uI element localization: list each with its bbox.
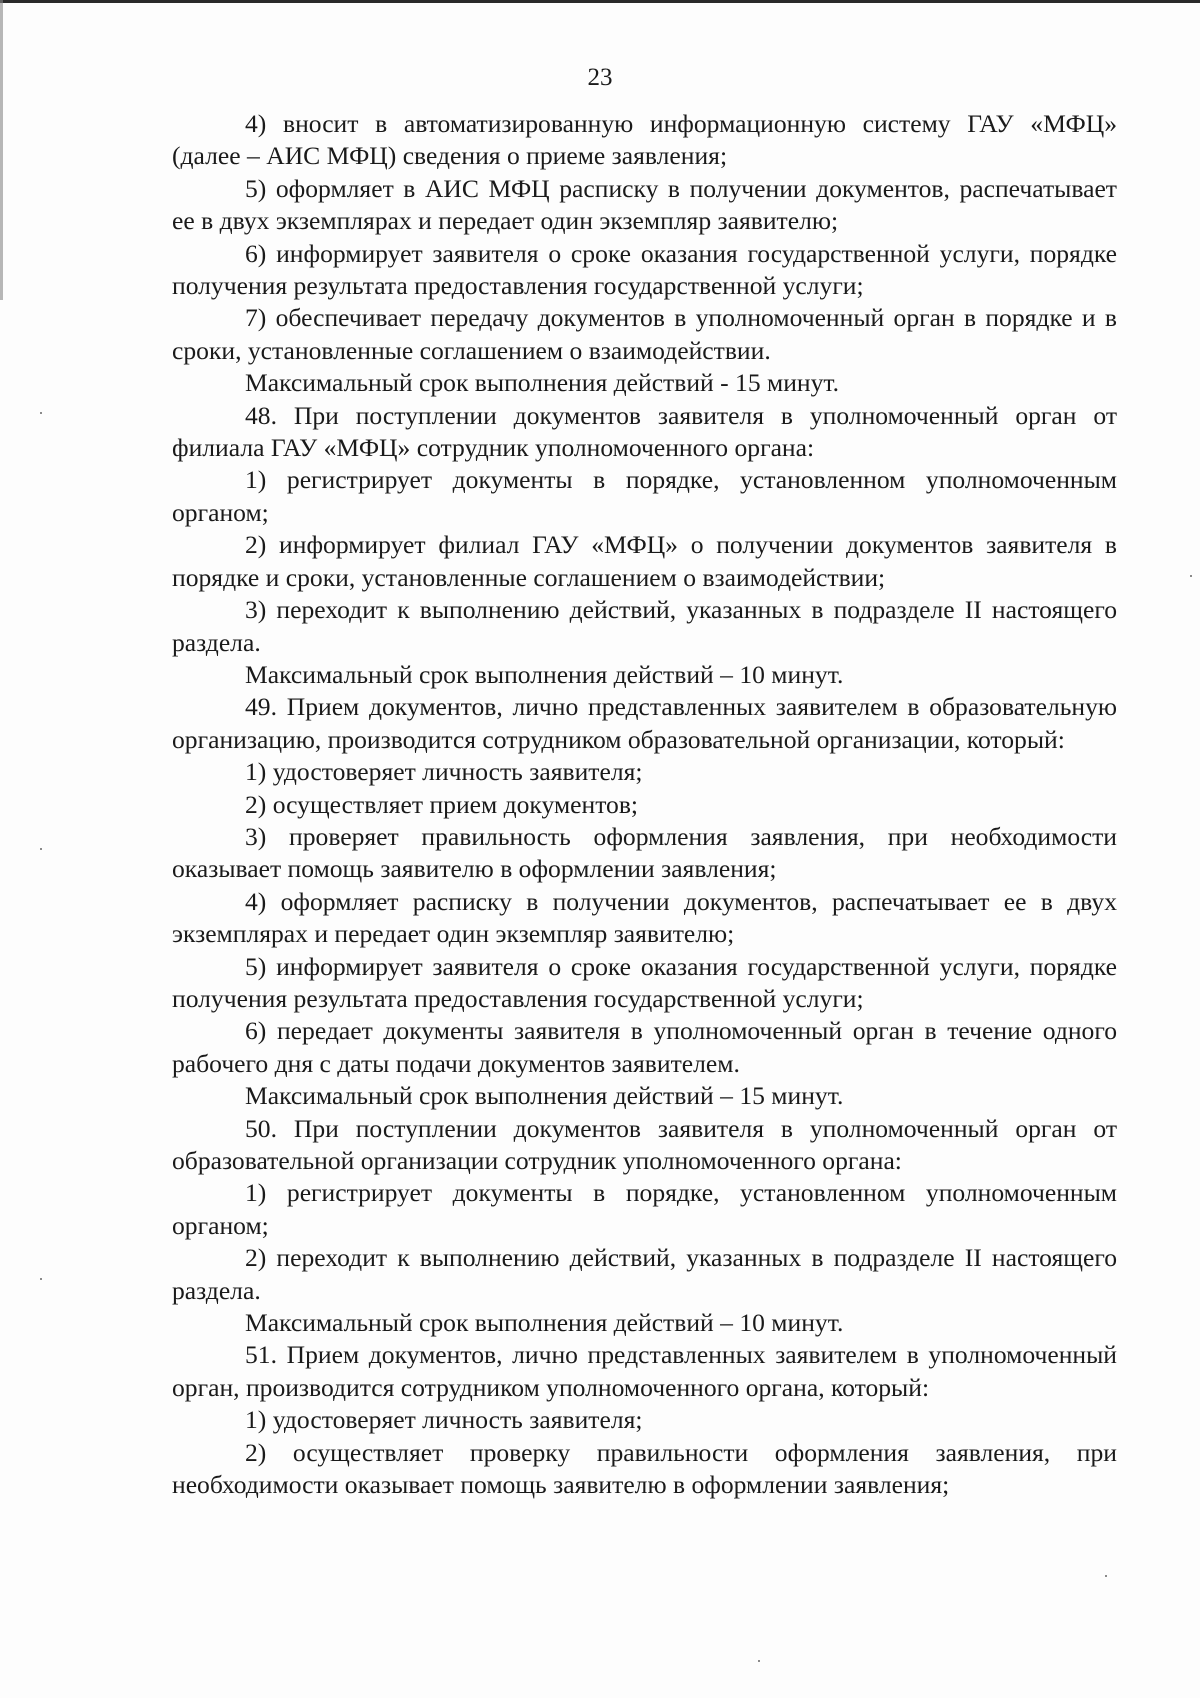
scan-speck: [40, 848, 42, 850]
paragraph: 2) переходит к выполнению действий, указанных в подразделе II настоящего раздела.: [172, 1243, 1117, 1305]
paragraph: 6) передает документы заявителя в уполномоченный орган в течение одного рабочего дня с даты подачи документов заявителем.: [172, 1016, 1117, 1078]
paragraph: 2) осуществляет проверку правильности оформления заявления, при необходимости оказывает помощь заявителю в оформлении заявления;: [172, 1437, 1117, 1500]
paragraph: 5) информирует заявителя о сроке оказания государственной услуги, порядке получения результата предоставления государственной услуги;: [172, 951, 1117, 1013]
paragraph: 4) оформляет расписку в получении документов, распечатывает ее в двух экземплярах и передает один экземпляр заявителю;: [172, 886, 1117, 949]
paragraph: 1) удостоверяет личность заявителя;: [245, 1405, 643, 1435]
paragraph: Максимальный срок выполнения действий - 15 минут.: [245, 368, 840, 398]
paragraph: 1) регистрирует документы в порядке, установленном уполномоченным органом;: [172, 1178, 1117, 1240]
paragraph: 2) информирует филиал ГАУ «МФЦ» о получении документов заявителя в порядке и сроки, установленные соглашением о взаимодействии;: [172, 530, 1117, 592]
scan-speck: [40, 412, 42, 414]
paragraph: Максимальный срок выполнения действий – 10 минут.: [245, 659, 844, 689]
page-number: 23: [587, 64, 613, 91]
paragraph: 1) регистрирует документы в порядке, установленном уполномоченным органом;: [172, 465, 1117, 527]
paragraph: 50. При поступлении документов заявителя в уполномоченный орган от образовательной организации сотрудник уполномоченного органа:: [172, 1113, 1117, 1175]
scan-left-edge: [0, 0, 3, 300]
paragraph: 1) удостоверяет личность заявителя;: [245, 757, 643, 787]
paragraph: 3) переходит к выполнению действий, указанных в подразделе II настоящего раздела.: [172, 595, 1117, 657]
paragraph: 4) вносит в автоматизированную информационную систему ГАУ «МФЦ» (далее – АИС МФЦ) сведения о приеме заявления;: [172, 109, 1117, 171]
scan-top-edge: [0, 0, 1200, 3]
paragraph: 3) проверяет правильность оформления заявления, при необходимости оказывает помощь заявителю в оформлении заявления;: [172, 821, 1117, 884]
paragraph: 5) оформляет в АИС МФЦ расписку в получении документов, распечатывает ее в двух экземплярах и передает один экземпляр заявителю;: [172, 173, 1117, 236]
scan-speck: [758, 1660, 760, 1662]
paragraph: Максимальный срок выполнения действий – 15 минут.: [245, 1081, 844, 1111]
document-body: [172, 108, 1117, 1501]
paragraph: 48. При поступлении документов заявителя в уполномоченный орган от филиала ГАУ «МФЦ» сотрудник уполномоченного органа:: [172, 400, 1117, 463]
paragraph: 49. Прием документов, лично представленных заявителем в образовательную организацию, производится сотрудником образовательной организации, который:: [172, 692, 1117, 754]
paragraph: 51. Прием документов, лично представленных заявителем в уполномоченный орган, производится сотрудником уполномоченного органа, который:: [172, 1340, 1117, 1402]
paragraph: 2) осуществляет прием документов;: [245, 789, 639, 819]
paragraph: 7) обеспечивает передачу документов в уполномоченный орган в порядке и в сроки, установленные соглашением о взаимодействии.: [172, 303, 1117, 365]
scan-speck: [40, 1278, 42, 1280]
paragraph: Максимальный срок выполнения действий – 10 минут.: [245, 1308, 844, 1338]
scan-speck: [1190, 575, 1192, 577]
paragraph: 6) информирует заявителя о сроке оказания государственной услуги, порядке получения результата предоставления государственной услуги;: [172, 238, 1117, 301]
scan-speck: [1105, 1575, 1107, 1577]
